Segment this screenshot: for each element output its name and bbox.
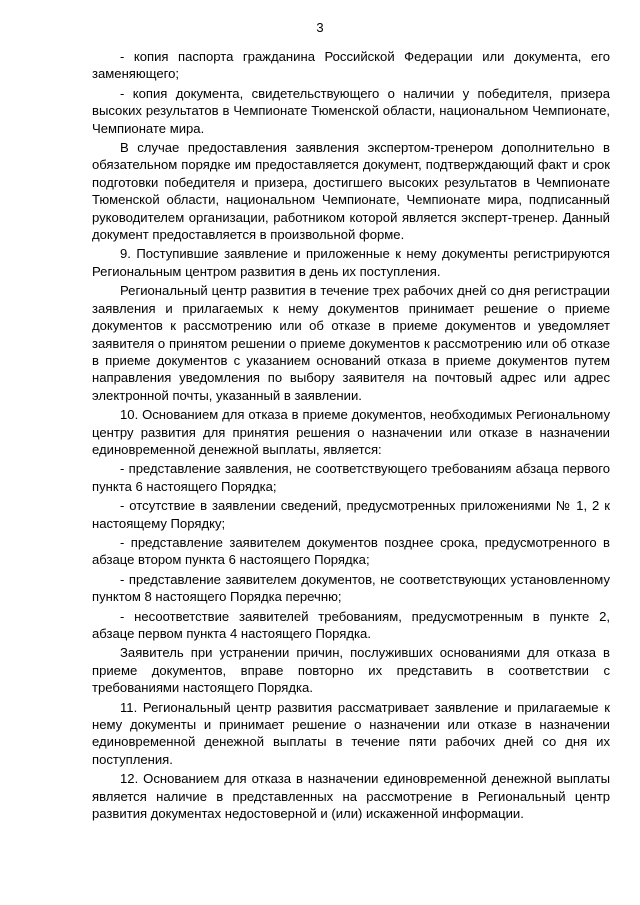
paragraph: - представление заявителем документов позднее срока, предусмотренного в абзаце втором пункта 6 настоящего Порядка; bbox=[92, 534, 610, 568]
paragraph: 12. Основанием для отказа в назначении единовременной денежной выплаты является наличие в представленных на рассмотрение в Региональный центр развития документах недостоверной и (или) искаженной информации. bbox=[92, 771, 610, 822]
paragraph: В случае предоставления заявления экспертом-тренером дополнительно в обязательном порядке им предоставляется документ, подтверждающий факт и срок подготовки победителя и призера, достигшего высоких результатов в Чемпионате Тюменской области, национальном Чемпионате, Чемпионате мира, подписанный руководителем организации, работником которой является эксперт-тренер. Данный документ предоставляется в произвольной форме. bbox=[92, 140, 610, 243]
paragraph: - копия паспорта гражданина Российской Федерации или документа, его заменяющего; bbox=[92, 49, 610, 82]
paragraph: - несоответствие заявителей требованиям, предусмотренным в пункте 2, абзаце первом пункта 4 настоящего Порядка. bbox=[92, 608, 610, 641]
paragraph: - представление заявления, не соответствующего требованиям абзаца первого пункта 6 настоящего Порядка; bbox=[92, 461, 610, 494]
document-body bbox=[92, 48, 610, 824]
page-number: 3 bbox=[316, 20, 324, 35]
paragraph: - представление заявителем документов, не соответствующих установленному пунктом 8 настоящего Порядка перечню; bbox=[92, 571, 610, 605]
paragraph: - копия документа, свидетельствующего о наличии у победителя, призера высоких результатов в Чемпионате Тюменской области, национальном Чемпионате, Чемпионате мира. bbox=[92, 85, 610, 136]
paragraph: 11. Региональный центр развития рассматривает заявление и прилагаемые к нему документы и принимает решение о назначении или отказе в назначении единовременной денежной выплаты в течение пяти рабочих дней со дня их поступления. bbox=[92, 699, 610, 767]
paragraph: - отсутствие в заявлении сведений, предусмотренных приложениями № 1, 2 к настоящему Порядку; bbox=[92, 498, 610, 531]
paragraph: 10. Основанием для отказа в приеме документов, необходимых Региональному центру развития для принятия решения о назначении или отказе в назначении единовременной денежной выплаты, является: bbox=[92, 407, 610, 457]
paragraph: Заявитель при устранении причин, послуживших основаниями для отказа в приеме документов, вправе повторно их представить в соответствии с требованиями настоящего Порядка. bbox=[92, 645, 610, 696]
paragraph: Региональный центр развития в течение трех рабочих дней со дня регистрации заявления и прилагаемых к нему документов принимает решение о приеме документов к рассмотрению или об отказе в приеме документов и уведомляет заявителя о принятом решении о приеме документов к рассмотрению или об отказе в приеме документов с указанием оснований отказа в приеме документов путем направления уведомления по выбору заявителя на почтовый адрес или адрес электронной почты, указанный в заявлении. bbox=[92, 283, 610, 403]
paragraph: 9. Поступившие заявление и приложенные к нему документы регистрируются Региональным центром развития в день их поступления. bbox=[92, 246, 610, 279]
